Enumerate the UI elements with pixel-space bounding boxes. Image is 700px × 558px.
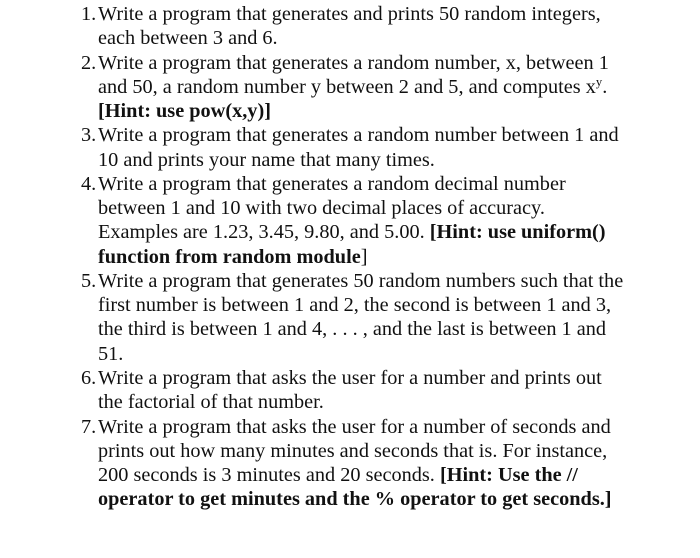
exercise-text	[98, 269, 626, 366]
exercise-item-2	[81, 51, 626, 124]
exercise-text	[98, 51, 626, 124]
exercise-text	[98, 123, 626, 171]
exercise-item-6	[81, 366, 626, 414]
exercise-item-4	[81, 172, 626, 269]
exercise-body: Write a program that generates a random number between 1 and 10 and prints your name that many times.	[98, 124, 619, 171]
exercise-body: Write a program that generates a random number, x, between 1 and 50, a random number y between 2 and 5, and computes x	[98, 51, 609, 98]
exercise-text	[98, 172, 626, 269]
exercise-text	[98, 415, 626, 512]
exercise-body: Write a program that asks the user for a number and prints out the factorial of that number.	[98, 366, 602, 414]
exercise-number: 3.	[81, 124, 97, 147]
exercise-body: Write a program that asks the user for a number of seconds and prints out how many minutes and seconds that is. For instance, 200 seconds is 3 minutes and 20 seconds.	[98, 415, 611, 486]
exercise-body: Write a program that generates 50 random numbers such that the first number is between 1 and 2, the second is between 1 and 3, the third is between 1 and 4, . . . , and the last is between 1 and 51.	[98, 269, 624, 365]
exercise-item-7	[81, 415, 626, 512]
exercise-number: 7.	[81, 415, 97, 438]
exercise-item-3	[81, 123, 626, 171]
exercise-item-1	[81, 2, 626, 50]
exercise-hint: [Hint: use pow(x,y)]	[98, 100, 271, 122]
exercise-number: 5.	[81, 269, 97, 292]
exercise-text	[98, 366, 626, 414]
exercise-number: 6.	[81, 366, 97, 389]
exercise-number: 4.	[81, 172, 97, 195]
exercise-text	[98, 2, 626, 50]
exercise-list	[81, 2, 626, 512]
exercise-number: 2.	[81, 51, 97, 74]
exercise-hint: [Hint: use uniform() function from random module	[98, 221, 606, 268]
exponent-superscript: y	[595, 74, 603, 89]
hint-close-bracket: ]	[360, 245, 368, 268]
exercise-body: Write a program that generates a random decimal number between 1 and 10 with two decimal places of accuracy. Examples are 1.23, 3.45, 9.80, and 5.00.	[98, 172, 566, 244]
exercise-body-end: .	[602, 75, 608, 98]
exercise-body: Write a program that generates and prints 50 random integers, each between 3 and 6.	[98, 3, 601, 50]
exercise-number: 1.	[81, 3, 97, 25]
exercise-hint: [Hint: Use the // operator to get minutes and the % operator to get seconds.]	[98, 463, 612, 511]
exercise-item-5	[81, 269, 626, 366]
